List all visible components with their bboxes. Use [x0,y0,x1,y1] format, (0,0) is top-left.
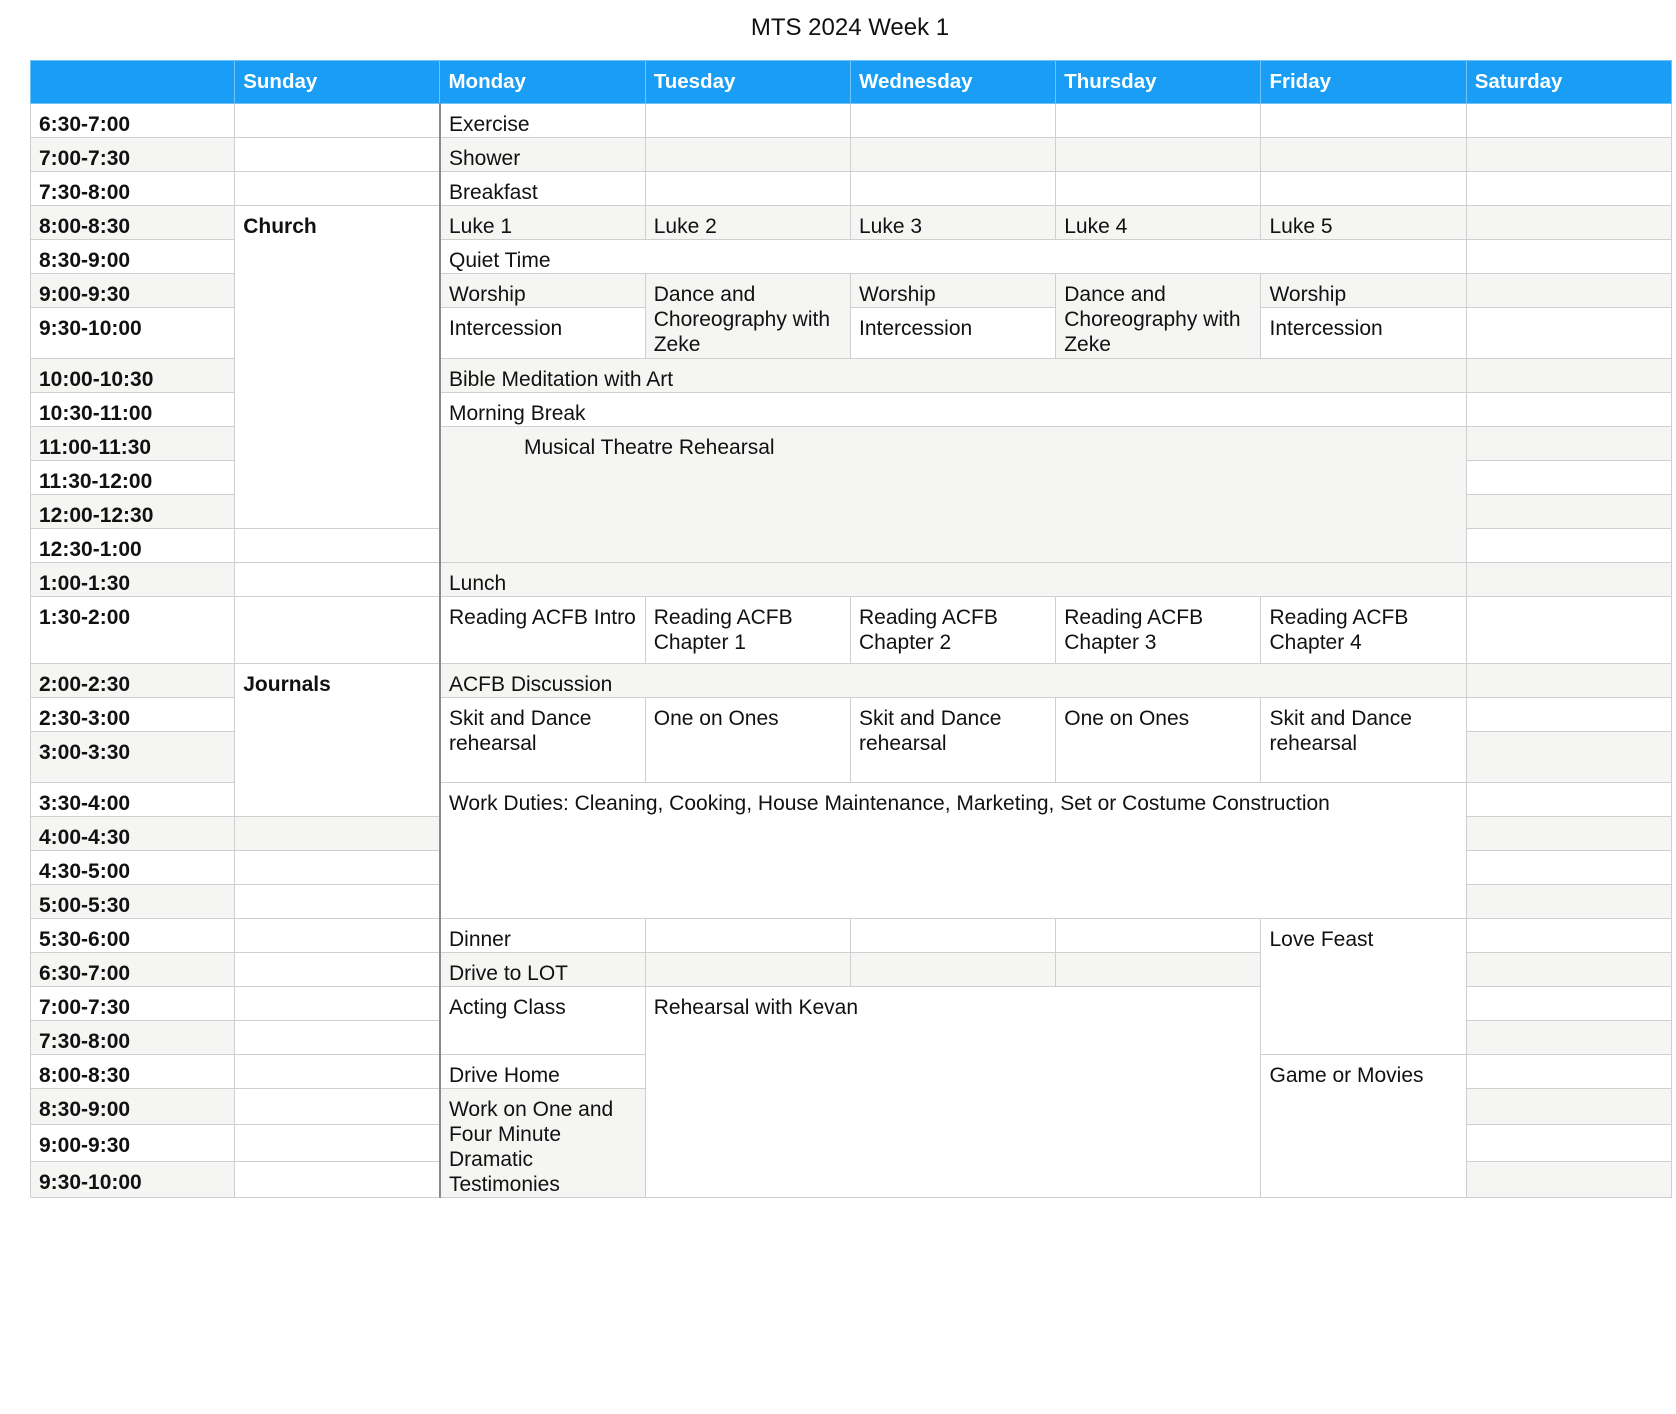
cell-empty[interactable] [645,919,850,953]
cell-empty[interactable] [235,1089,440,1125]
header-thursday[interactable]: Thursday [1056,61,1261,104]
time-cell[interactable]: 5:00-5:30 [31,885,235,919]
cell-empty[interactable] [1466,1125,1671,1161]
event-cell[interactable]: Breakfast [440,172,645,206]
event-cell[interactable]: Skit and Dance rehearsal [1261,698,1466,783]
cell-empty[interactable] [1466,987,1671,1021]
cell-empty[interactable] [1466,817,1671,851]
cell-empty[interactable] [235,138,440,172]
cell-empty[interactable] [1466,206,1671,240]
table-row [31,664,1672,698]
cell-empty[interactable] [235,987,440,1021]
time-cell[interactable]: 6:30-7:00 [31,953,235,987]
cell-empty[interactable] [850,919,1055,953]
event-cell[interactable]: Luke 2 [645,206,850,240]
cell-empty[interactable] [1466,104,1671,138]
event-cell-journals[interactable]: Journals [235,664,440,817]
cell-empty[interactable] [1466,495,1671,529]
event-cell[interactable]: Worship [440,274,645,308]
event-cell[interactable]: Reading ACFB Chapter 4 [1261,597,1466,664]
event-cell[interactable]: Reading ACFB Chapter 3 [1056,597,1261,664]
cell-empty[interactable] [235,953,440,987]
time-cell[interactable]: 9:30-10:00 [31,308,235,359]
event-cell[interactable]: Skit and Dance rehearsal [440,698,645,783]
header-wednesday[interactable]: Wednesday [850,61,1055,104]
time-cell[interactable]: 7:30-8:00 [31,1021,235,1055]
schedule-grid [30,60,1672,1198]
time-cell[interactable]: 8:00-8:30 [31,206,235,240]
time-cell[interactable]: 11:30-12:00 [31,461,235,495]
page-title: MTS 2024 Week 1 [750,14,950,41]
event-cell[interactable]: Luke 1 [440,206,645,240]
event-cell-church[interactable]: Church [235,206,440,529]
cell-empty[interactable] [850,953,1055,987]
time-cell[interactable]: 12:30-1:00 [31,529,235,563]
event-cell[interactable]: Skit and Dance rehearsal [850,698,1055,783]
cell-empty[interactable] [1466,1161,1671,1197]
cell-empty[interactable] [235,1125,440,1161]
cell-empty[interactable] [1056,138,1261,172]
cell-empty[interactable] [1466,563,1671,597]
cell-empty[interactable] [1466,1021,1671,1055]
cell-empty[interactable] [850,104,1055,138]
table-row [31,138,1672,172]
cell-empty[interactable] [645,138,850,172]
header-sunday[interactable]: Sunday [235,61,440,104]
time-cell[interactable]: 5:30-6:00 [31,919,235,953]
event-cell[interactable]: Luke 3 [850,206,1055,240]
cell-empty[interactable] [1466,427,1671,461]
cell-empty[interactable] [850,172,1055,206]
header-saturday[interactable]: Saturday [1466,61,1671,104]
event-cell[interactable]: Dance and Choreography with Zeke [645,274,850,359]
cell-empty[interactable] [1466,732,1671,783]
cell-empty[interactable] [1466,172,1671,206]
cell-empty[interactable] [1056,172,1261,206]
cell-empty[interactable] [235,529,440,563]
time-cell[interactable]: 2:30-3:00 [31,698,235,732]
time-cell[interactable]: 8:30-9:00 [31,240,235,274]
event-cell[interactable]: Acting Class [440,987,645,1055]
cell-empty[interactable] [1466,698,1671,732]
cell-empty[interactable] [235,1021,440,1055]
time-cell[interactable]: 12:00-12:30 [31,495,235,529]
event-cell[interactable] [440,427,1466,563]
table-row [31,172,1672,206]
header-friday[interactable]: Friday [1261,61,1466,104]
time-cell[interactable]: 2:00-2:30 [31,664,235,698]
event-cell[interactable]: Rehearsal with Kevan [645,987,1261,1198]
cell-empty[interactable] [1466,885,1671,919]
cell-empty[interactable] [1466,664,1671,698]
cell-empty[interactable] [235,817,440,851]
cell-empty[interactable] [1466,393,1671,427]
time-cell[interactable]: 7:00-7:30 [31,138,235,172]
cell-empty[interactable] [235,919,440,953]
event-cell[interactable]: Morning Break [440,393,1466,427]
event-cell[interactable]: Lunch [440,563,1466,597]
event-cell[interactable]: Dance and Choreography with Zeke [1056,274,1261,359]
cell-empty[interactable] [1056,104,1261,138]
cell-empty[interactable] [235,597,440,664]
event-cell[interactable]: Luke 4 [1056,206,1261,240]
event-cell[interactable]: Reading ACFB Chapter 2 [850,597,1055,664]
event-cell[interactable]: Drive to LOT [440,953,645,987]
time-cell[interactable]: 3:00-3:30 [31,732,235,783]
event-label: Musical Theatre Rehearsal [523,436,775,459]
cell-empty[interactable] [1466,138,1671,172]
event-cell[interactable]: ACFB Discussion [440,664,1466,698]
event-cell[interactable]: Love Feast [1261,919,1466,1055]
event-cell[interactable]: Intercession [1261,308,1466,359]
event-cell[interactable]: Reading ACFB Intro [440,597,645,664]
header-corner [31,61,235,104]
time-cell[interactable]: 1:00-1:30 [31,563,235,597]
event-cell[interactable]: Worship [850,274,1055,308]
header-row [31,61,1672,104]
event-cell[interactable]: Exercise [440,104,645,138]
cell-empty[interactable] [235,563,440,597]
event-cell[interactable]: Intercession [850,308,1055,359]
time-cell[interactable]: 8:30-9:00 [31,1089,235,1125]
cell-empty[interactable] [235,1161,440,1197]
cell-empty[interactable] [1466,529,1671,563]
cell-empty[interactable] [1466,597,1671,664]
cell-empty[interactable] [1056,919,1261,953]
table-row [31,104,1672,138]
cell-empty[interactable] [850,138,1055,172]
time-cell[interactable]: 9:00-9:30 [31,274,235,308]
cell-empty[interactable] [1261,172,1466,206]
event-cell[interactable]: One on Ones [1056,698,1261,783]
cell-empty[interactable] [235,851,440,885]
event-cell[interactable]: Game or Movies [1261,1055,1466,1198]
cell-empty[interactable] [1466,359,1671,393]
table-row [31,563,1672,597]
header-monday[interactable]: Monday [440,61,645,104]
event-cell[interactable]: Worship [1261,274,1466,308]
event-cell[interactable]: One on Ones [645,698,850,783]
cell-empty[interactable] [1466,919,1671,953]
cell-empty[interactable] [1466,1089,1671,1125]
cell-empty[interactable] [235,172,440,206]
event-cell[interactable]: Shower [440,138,645,172]
event-cell[interactable]: Work on One and Four Minute Dramatic Testimonies [440,1089,645,1198]
cell-empty[interactable] [1466,1055,1671,1089]
cell-empty[interactable] [1466,783,1671,817]
cell-empty[interactable] [235,104,440,138]
cell-empty[interactable] [1466,953,1671,987]
header-tuesday[interactable]: Tuesday [645,61,850,104]
event-cell[interactable]: Intercession [440,308,645,359]
time-cell[interactable]: 4:30-5:00 [31,851,235,885]
event-cell[interactable]: Quiet Time [440,240,1466,274]
event-cell[interactable]: Bible Meditation with Art [440,359,1466,393]
time-cell[interactable]: 10:00-10:30 [31,359,235,393]
table-row [31,206,1672,240]
cell-empty[interactable] [1466,274,1671,308]
time-cell[interactable]: 9:30-10:00 [31,1161,235,1197]
cell-empty[interactable] [1466,851,1671,885]
event-cell[interactable]: Work Duties: Cleaning, Cooking, House Maintenance, Marketing, Set or Costume Construction [440,783,1466,919]
cell-empty[interactable] [235,885,440,919]
table-row [31,597,1672,664]
time-cell[interactable]: 9:00-9:30 [31,1125,235,1161]
time-cell[interactable]: 10:30-11:00 [31,393,235,427]
time-cell[interactable]: 3:30-4:00 [31,783,235,817]
cell-empty[interactable] [1261,138,1466,172]
time-cell[interactable]: 7:00-7:30 [31,987,235,1021]
cell-empty[interactable] [1261,104,1466,138]
cell-empty[interactable] [1466,461,1671,495]
time-cell[interactable]: 11:00-11:30 [31,427,235,461]
event-cell[interactable]: Dinner [440,919,645,953]
event-cell[interactable]: Luke 5 [1261,206,1466,240]
cell-empty[interactable] [1466,240,1671,274]
event-cell[interactable]: Reading ACFB Chapter 1 [645,597,850,664]
table-row [31,919,1672,953]
schedule-table [30,60,1672,1198]
cell-empty[interactable] [235,1055,440,1089]
cell-empty[interactable] [645,172,850,206]
time-cell[interactable]: 6:30-7:00 [31,104,235,138]
cell-empty[interactable] [645,104,850,138]
time-cell[interactable]: 1:30-2:00 [31,597,235,664]
time-cell[interactable]: 4:00-4:30 [31,817,235,851]
event-cell[interactable]: Drive Home [440,1055,645,1089]
time-cell[interactable]: 7:30-8:00 [31,172,235,206]
cell-empty[interactable] [1056,953,1261,987]
time-cell[interactable]: 8:00-8:30 [31,1055,235,1089]
cell-empty[interactable] [1466,308,1671,359]
cell-empty[interactable] [645,953,850,987]
